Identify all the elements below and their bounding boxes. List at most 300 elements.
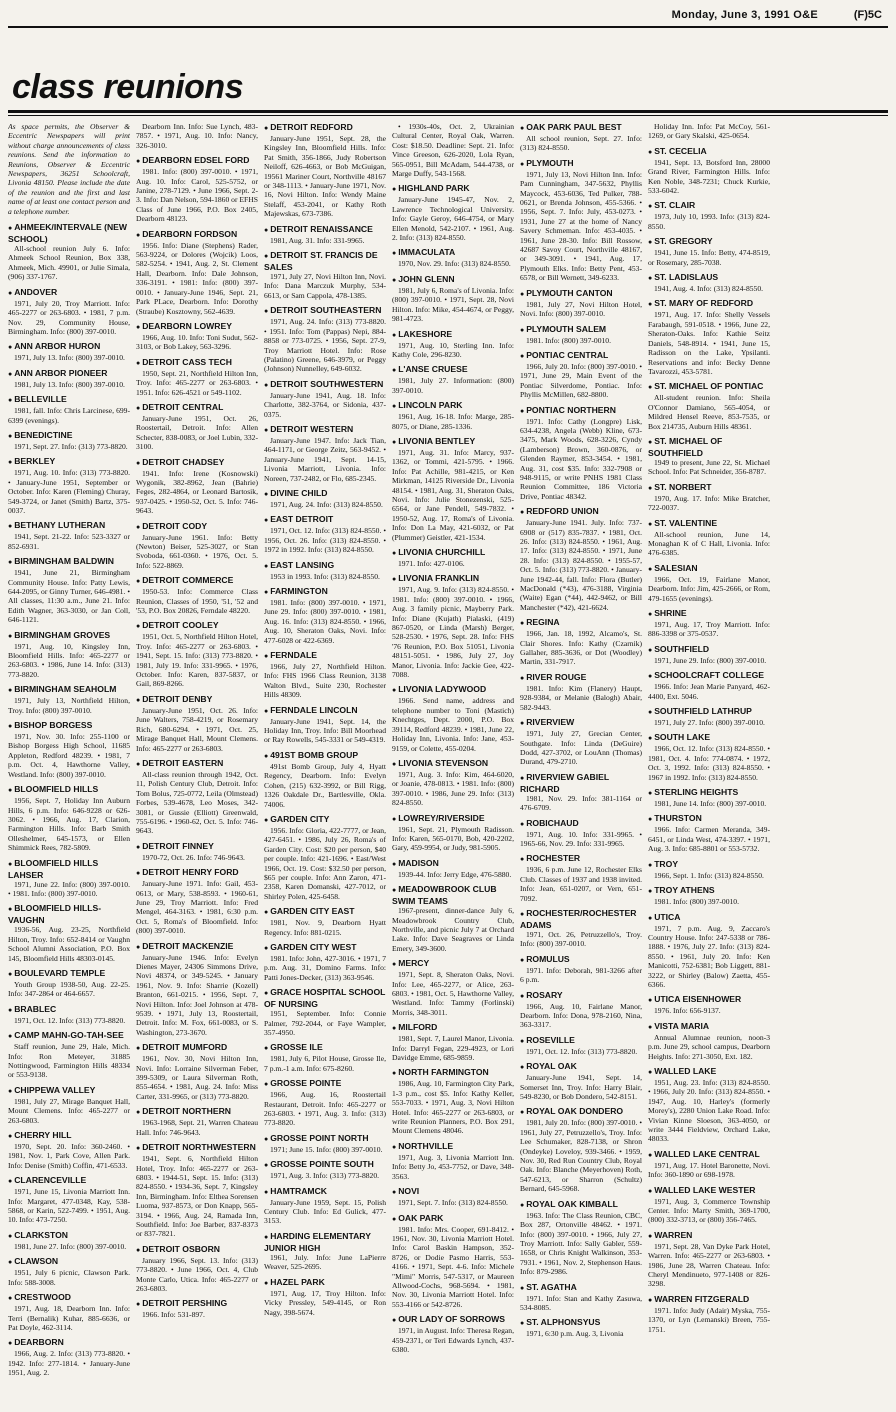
- school-name: ● BENEDICTINE: [8, 430, 130, 442]
- school-name: ● ANN ARBOR HURON: [8, 341, 130, 353]
- reunion-entry: [520, 1035, 642, 1056]
- school-name: ● DETROIT HENRY FORD: [136, 867, 258, 879]
- reunion-details: All school reunion, Sept. 27. Info: (313) 824-8550.: [520, 134, 642, 153]
- reunion-entry: [520, 772, 642, 813]
- school-name: ● ROYAL OAK KIMBALL: [520, 1199, 642, 1211]
- reunion-entry: [648, 236, 770, 267]
- reunion-entry: [136, 122, 258, 150]
- reunion-entry: [264, 1277, 386, 1317]
- school-name: ● PONTIAC NORTHERN: [520, 405, 642, 417]
- reunion-entry: [8, 858, 130, 899]
- reunion-entry: [520, 324, 642, 345]
- reunion-details: 1981, July 6, Roma's of Livonia. Info: (800) 397-0010. • 1971, Sept. 28, Novi Hilton. Info: Mike, 454-4674, or Peggy, 981-4723.: [392, 285, 514, 324]
- reunion-entry: [136, 758, 258, 836]
- school-name: ● RIVER ROUGE: [520, 672, 642, 684]
- school-name: ● FERNDALE LINCOLN: [264, 705, 386, 717]
- reunion-entry: [648, 381, 770, 431]
- school-name: ● ROCHESTER: [520, 853, 642, 865]
- school-name: ● ROBICHAUD: [520, 818, 642, 830]
- reunion-details: 1971. Info: Stan and Kathy Zasuwa, 534-8085.: [520, 1293, 642, 1312]
- reunion-details: January 1966, Sept. 13. Info: (313) 773-8820. • June 1966, Oct. 4, Club Monte Carlo, Utica. Info: 465-2277 or 263-6803.: [136, 1255, 258, 1293]
- reunion-entry: [648, 644, 770, 665]
- reunion-entry: [648, 1230, 770, 1289]
- school-name: ● MEADOWBROOK CLUB SWIM TEAMS: [392, 884, 514, 906]
- school-name: ● GROSSE ILE: [264, 1042, 386, 1054]
- school-name: ● ST. MARY OF REDFORD: [648, 298, 770, 310]
- reunion-details: 1981, Nov. 9, Dearborn Hyatt Regency. Info: 881-0215.: [264, 918, 386, 937]
- reunion-details: 1941. Info: Irene (Kosnowski) Wygonik, 382-8962, Jean (Bahrie) Feges, 282-4864, or Leonard Bartosik, 937-0425. • 1950-52, Oct. 5. Info: 746-9643.: [136, 468, 258, 516]
- school-name: ● DEARBORN LOWREY: [136, 321, 258, 333]
- reunion-details: 1971, June 29. Info: (800) 397-0010.: [654, 655, 767, 665]
- reunion-details: 1971, Aug. 24. Info: (313) 824-8550.: [270, 499, 383, 509]
- reunion-details: 1971, June 22. Info: (800) 397-0010. • 1981. Info: (800) 397-0010.: [8, 879, 130, 898]
- school-name: ● DETROIT NORTHERN: [136, 1106, 258, 1118]
- reunion-details: 1971; June 15. Info: (800) 397-0010.: [270, 1144, 383, 1154]
- school-name: ● DETROIT CASS TECH: [136, 357, 258, 369]
- school-name: ● DETROIT COOLEY: [136, 620, 258, 632]
- reunion-details: 1971. Info: 427-0106.: [398, 559, 465, 568]
- reunion-details: 1971, Aug. 3. Info: Kim, 464-6020, or Joanie, 478-0813. • 1981. Info: (800) 397-0010. • 1986, June 29. Info: (313) 824-8550.: [392, 769, 514, 808]
- column-entries: [8, 222, 130, 1377]
- reunion-entry: [648, 298, 770, 376]
- school-name: ● SHRINE: [648, 608, 770, 620]
- reunion-entry: [8, 1230, 130, 1251]
- reunion-entry: [648, 1021, 770, 1061]
- school-name: ● HARDING ELEMENTARY JUNIOR HIGH: [264, 1231, 386, 1253]
- school-name: ● DETROIT SOUTHEASTERN: [264, 305, 386, 317]
- reunion-details: 1939-44. Info: Jerry Edge, 476-5880.: [398, 869, 512, 879]
- reunion-entry: [520, 717, 642, 767]
- reunion-details: 1941, Sept. 13, Botsford Inn, 28000 Grand River, Farmington Hills. Info: Ken Noble, 348-7231; Chuck Kurkie, 533-6042.: [648, 157, 770, 196]
- reunion-details: 1981. Info: (800) 397-0010. • 1971, Aug. 10. Info: Carol, 525-5752, or Janine, 278-7129. • June 1966, Sept. 2-3. Info: Dan Nelson, 594-1860 or EFHS Class of June 1966, P.O. Box 2405, Dearborn 48123.: [136, 167, 258, 224]
- reunion-entry: [264, 1133, 386, 1154]
- reunion-details: 1981. Info: (800) 397-0010.: [654, 897, 739, 907]
- school-name: ● DEARBORN EDSEL FORD: [136, 155, 258, 167]
- reunion-entry: [8, 222, 130, 282]
- school-name: ● GROSSE POINTE: [264, 1078, 386, 1090]
- reunion-entry: [136, 867, 258, 935]
- reunion-details: 1966. Info: Jean Marie Panyard, 462-4400, Ext. 5046.: [648, 682, 770, 701]
- reunion-details: 1981, Nov. 29. Info: 381-1164 or 476-6709.: [520, 793, 642, 813]
- reunion-details: • 1930s-40s, Oct. 2, Ukrainian Cultural Center, Royal Oak, Warren. Cost: $18.50. Deadline: Sept. 21. Info: Vince Greeson, 626-2020, Lola Ryan, 565-0951, Bill McAdam, 544-4738, or Marge Duffy, 543-1568.: [392, 122, 514, 179]
- reunion-entry: [8, 1337, 130, 1377]
- reunion-entry: [136, 1142, 258, 1239]
- reunion-entry: [648, 122, 770, 141]
- reunion-details: 1941, Aug. 4. Info: (313) 824-8550.: [654, 284, 764, 294]
- column-3: [264, 122, 386, 1406]
- reunion-entry: [520, 954, 642, 985]
- reunion-entry: [264, 1186, 386, 1226]
- school-name: ● OAK PARK PAUL BEST: [520, 122, 642, 134]
- school-name: ● BIRMINGHAM SEAHOLM: [8, 684, 130, 696]
- school-name: ● GARDEN CITY: [264, 814, 386, 826]
- reunion-details: 1936-56, Aug. 23-25, Northfield Hilton, Troy. Info: 652-8414 or Vaughn School Alumni Association, P.O. Box 145, Bloomfield Hills 48303-0145.: [8, 925, 130, 963]
- school-name: ● HAZEL PARK: [264, 1277, 386, 1289]
- school-name: ● BIRMINGHAM BALDWIN: [8, 556, 130, 568]
- reunion-details: 1981, July 20. Info: (800) 397-0010. • 1961, July 27, Petruzzello's, Troy. Info: Lee Schumaker, 828-7138, or Shron (Ondeyke) Loveloy, 939-3466. • 1959, Nov. 30, Red Run Country Club, Royal Oak. Info: Blanche (Meyerhoven) Roth, 547-6213, or Sharron (Schultz) Bernard, 645-5968.: [520, 1118, 642, 1194]
- reunion-entry: [8, 630, 130, 680]
- reunion-details: 1981, June 14. Info: (800) 397-0010.: [654, 799, 767, 809]
- section-headline: class reunions: [12, 68, 244, 106]
- reunion-entry: [8, 520, 130, 551]
- reunion-details: 1966, July 20. Info: (800) 397-0010. • 1971, June 29, Main Event of the Pontiac Silverdome, Pontiac. Info: Phyllis McMillen, 682-8800.: [520, 361, 642, 400]
- reunion-details: 1971, in August. Info: Theresa Regan, 459-2371, or Teri Edwards Lynch, 437-6380.: [392, 1326, 514, 1354]
- reunion-entry: [264, 488, 386, 509]
- school-name: ● DEARBORN: [8, 1337, 130, 1349]
- reunion-details: 1971, Nov. 30. Info: 255-1100 or Bishop Borgess High School, 11685 Appleton, Redford 48239. • 1981, 7 p.m. Oct. 4, Hawthorne Valley, Westland. Info: (800) 397-0010.: [8, 732, 130, 779]
- reunion-entry: [648, 1185, 770, 1225]
- school-name: ● DETROIT DENBY: [136, 694, 258, 706]
- reunion-entry: [648, 787, 770, 808]
- reunion-details: 1970, Nov. 29. Info: (313) 824-8550.: [398, 259, 511, 269]
- school-name: ● ST. AGATHA: [520, 1282, 642, 1294]
- reunion-entry: [136, 694, 258, 753]
- school-name: ● DETROIT NORTHWESTERN: [136, 1142, 258, 1154]
- reunion-details: 1961, Aug. 16-18. Info: Marge, 285-8075, or Diane, 285-1336.: [392, 412, 514, 431]
- reunion-entry: [264, 906, 386, 937]
- school-name: ● OUR LADY OF SORROWS: [392, 1314, 514, 1326]
- reunion-details: 1971, Aug. 3, Commerce Township Center. Info: Marty Smith, 369-1700, (800) 332-3713, or (800) 356-7465.: [648, 1196, 770, 1225]
- reunion-entry: [264, 1078, 386, 1128]
- reunion-entry: [648, 994, 770, 1015]
- reunion-entry: [392, 247, 514, 268]
- school-name: ● NORTHVILLE: [392, 1141, 514, 1153]
- reunion-entry: [392, 884, 514, 953]
- school-name: ● DETROIT PERSHING: [136, 1298, 258, 1310]
- reunion-entry: [520, 1106, 642, 1193]
- school-name: ● ST. CLAIR: [648, 200, 770, 212]
- reunion-entry: [520, 1199, 642, 1277]
- reunion-entry: [136, 321, 258, 352]
- reunion-entry: [392, 1067, 514, 1135]
- reunion-entry: [8, 394, 130, 425]
- school-name: ● DIVINE CHILD: [264, 488, 386, 500]
- reunion-details: 1966, July 27, Northfield Hilton. Info: FHS 1966 Class Reunion, 3138 Walton Blvd., Suite 230, Rochester Hills 48309.: [264, 662, 386, 700]
- reunion-entry: [8, 430, 130, 451]
- school-name: ● DEARBORN FORDSON: [136, 229, 258, 241]
- reunion-details: 1971, Aug. 17, Troy Marriott. Info: 886-3398 or 375-0537.: [648, 620, 770, 639]
- reunion-entry: [392, 122, 514, 178]
- reunion-details: All-class reunion through 1942, Oct. 11, Polish Century Club, Detroit. Info: Tom Bolus, 725-0772, Leila (Olmstead) Forbes, 539-4678, Leo Moses, 342-3081, or Gussie (Elliott) Greenwald, 755-6196. • 1960-62, Oct. 5. Info: 746-9643.: [136, 769, 258, 836]
- reunion-entry: [392, 684, 514, 752]
- reunion-details: 1986, Aug. 10, Farmington City Park, 1-3 p.m., cost $5. Info: Kathy Keller, 553-7033. • 1971, Aug. 3, Novi Hilton Hotel. Info: 465-2277 or 263-6803, or write Reunion Planners, P.O. Box 291, Mount Clemens 48046.: [392, 1079, 514, 1136]
- reunion-details: 1981, July 6, Pilot House, Grosse Ile, 7 p.m.-1 a.m. Info: 675-8260.: [264, 1054, 386, 1073]
- reunion-details: 1971, Aug. 24. Info: (313) 773-8820. • 1951. Info: Tom (Pappas) Nepi, 884-8858 or 773-0725. • 1956, Sept. 27-9, Troy Marriott Hotel. Info: Rose (Palatino) Greene, 646-3979, or Peggy (Johnson) Nunnelley, 649-6032.: [264, 317, 386, 374]
- reunion-details: 1970, Sept. 20. Info: 360-2460. • 1981, Nov. 1, Park Cove, Allen Park. Info: Denise (Smith) Coffin, 471-6533.: [8, 1142, 130, 1170]
- reunion-entry: [520, 853, 642, 903]
- reunion-entry: [136, 1298, 258, 1319]
- column-4: [392, 122, 514, 1406]
- school-name: ● UTICA EISENHOWER: [648, 994, 770, 1006]
- school-name: ● IMMACULATA: [392, 247, 514, 259]
- reunion-details: 1961, Nov. 30, Novi Hilton Inn, Novi. Info: Lorraine Silverman Feber, 399-5309, or Laura Silverman Roth, 855-4654. • 1981, Aug. 24. Info: Miss Carter, 331-9965, or (313) 773-8820.: [136, 1054, 258, 1101]
- reunion-details: 1976. Info: 656-9137.: [654, 1006, 721, 1016]
- reunion-details: January-June 1941. July. Info: 737-6908 or (517) 835-7837. • 1981, Oct. 26. Info: (313) 824-8550. • 1961, Aug. 17. Info: (313) 824-8550. • 1971, June 28. Info: (313) 824-8550. • 1955-57, Oct. 5. Info: (313) 773-8820. • January-June 1942-44, fall. Info: Flora (Butler) MacDonald (*43), 476-3188, Virginia (Waite) Egan (*44), 442-9462, or Bill Manchester (*42), 421-6624.: [520, 518, 642, 612]
- reunion-details: 1956. Info: Diane (Stephens) Rader, 563-9224, or Dolores (Wojcik) Loos, 582-5254. • 1941, Aug. 2, St. Clement Hall, Dearborn. Info: Dale Johnson, 336-3191. • 1981: Info: (800) 397-0010. • January-June 1946, Sept. 21, Park PLace, Dearborn. Info: Dorothy (Straube) Kosztowny, 562-4639.: [136, 240, 258, 316]
- reunion-details: 1971, Oct. 12. Info: (313) 773-8820.: [14, 1015, 126, 1025]
- reunion-details: 491st Bomb Group, July 4, Hyatt Regency, Dearborn. Info: Evelyn Cohen, (215) 632-3992, or Bill Rigg, 1326 Oakdale Dr., Bartlesville, Okla. 74006.: [264, 761, 386, 809]
- reunion-entry: [648, 670, 770, 701]
- school-name: ● ROYAL OAK DONDERO: [520, 1106, 642, 1118]
- reunion-details: 1966. Info: Carmen Meranda, 349-6451, or Linda West, 474-3397. • 1971, Aug. 3. Info: 685-8801 or 553-5732.: [648, 825, 770, 854]
- school-name: ● EAST LANSING: [264, 560, 386, 572]
- reunion-details: 1971, Aug. 10. Info: 331-9965. • 1965-66, Nov. 29. Info: 331-9965.: [520, 829, 642, 848]
- reunion-entry: [392, 329, 514, 360]
- reunion-details: 1971, Aug. 10. Info: (313) 773-8820. • January-June 1951, September or October. Info: Karen (Fleming) Churay, 549-3724, or Janet (Smith) Bartz, 375-0037.: [8, 468, 130, 515]
- reunion-entry: [520, 1061, 642, 1101]
- reunion-details: 1971, Aug. 18, Dearborn Inn. Info: Terri (Bernalik) Kuhar, 885-6636, or Pat Doyle, 462-3114.: [8, 1304, 130, 1332]
- school-name: ● ROSARY: [520, 990, 642, 1002]
- column-entries: [520, 122, 642, 1339]
- school-name: ● WARREN: [648, 1230, 770, 1242]
- school-name: ● BISHOP BORGESS: [8, 720, 130, 732]
- school-name: ● GROSSE POINT NORTH: [264, 1133, 386, 1145]
- reunion-entry: [392, 573, 514, 679]
- school-name: ● ST. NORBERT: [648, 482, 770, 494]
- school-name: ● MADISON: [392, 858, 514, 870]
- reunion-entry: [520, 990, 642, 1030]
- reunion-details: 1966, Aug. 10, Fairlane Manor, Dearborn. Info: Dona, 978-2160, Nina, 363-3317.: [520, 1001, 642, 1030]
- school-name: ● CLAWSON: [8, 1256, 130, 1268]
- reunion-details: 1981. Info: John, 427-3016. • 1971, 7 p.m. Aug. 31, Domino Farms. Info: Patti Jones-Decker, (313) 363-9546.: [264, 953, 386, 982]
- reunion-details: 1981. Info: (800) 397-0010. • 1971, June 29. Info: (800) 397-0010. • 1981, Aug. 16. Info: (313) 824-8550. • 1966, Aug. 10, Sheraton Oaks, Novi. Info: 477-6028 or 422-6369.: [264, 598, 386, 645]
- school-name: ● BLOOMFIELD HILLS: [8, 784, 130, 796]
- reunion-entry: [648, 518, 770, 558]
- reunion-entry: [520, 908, 642, 949]
- reunion-details: All-school reunion July 6. Info: Ahmeek School Reunion, Box 338, Ahmeek, Mich. 49901, or Julie Simala, (906) 337-1767.: [8, 244, 130, 282]
- school-name: ● ROSEVILLE: [520, 1035, 642, 1047]
- reunion-entry: [392, 547, 514, 568]
- reunion-details: 1966, Aug. 2. Info: (313) 773-8820. • 1942. Info: 277-1814. • January-June 1951, Aug. 2.: [8, 1349, 130, 1378]
- school-name: ● WALLED LAKE WESTER: [648, 1185, 770, 1197]
- reunion-entry: [8, 341, 130, 362]
- school-name: ● DETROIT MACKENZIE: [136, 941, 258, 953]
- reunion-details: 1973, July 10, 1993. Info: (313) 824-8550.: [648, 212, 770, 231]
- reunion-details: 1961, Sept. 21, Plymouth Radisson. Info: Karen, 565-0170, Bob, 420-2202, Gary, 459-9954, or Judy, 981-5905.: [392, 824, 514, 853]
- reunion-details: 1971, Oct. 12. Info: (313) 773-8820.: [526, 1046, 638, 1056]
- reunion-details: 1949 to present, June 22, St. Michael School. Info: Pat Schneider, 356-8787.: [648, 457, 770, 477]
- headline-rule-thin: [8, 115, 888, 116]
- school-name: ● UTICA: [648, 912, 770, 924]
- reunion-details: 1971, July 27, Grecian Center, Southgate. Info: Linda (DeGuire) Dodd, 427-3702, or LouAnn (Thomas) Durand, 479-2710.: [520, 729, 642, 767]
- reunion-details: All-school reunion, June 14, Monaghan K of C Hall, Livonia. Info: 476-6385.: [648, 529, 770, 558]
- school-name: ● CHERRY HILL: [8, 1130, 130, 1142]
- school-name: ● STERLING HEIGHTS: [648, 787, 770, 799]
- reunion-details: January-June 1941, Sept. 14, the Holiday Inn, Troy. Info: Bill Moorhead or Ray Rowells, 545-3331 or 549-4319.: [264, 716, 386, 745]
- reunion-details: 1971, Aug. 3, Livonia Marriott Inn. Info: Betty Jo, 453-7752, or Dave, 348-3563.: [392, 1152, 514, 1181]
- school-name: ● BERKLEY: [8, 456, 130, 468]
- reunion-entry: [136, 1244, 258, 1294]
- school-name: ● LIVONIA STEVENSON: [392, 758, 514, 770]
- reunion-entry: [136, 575, 258, 615]
- reunion-entry: [264, 514, 386, 554]
- school-name: ● ROMULUS: [520, 954, 642, 966]
- reunion-entry: [520, 405, 642, 502]
- reunion-details: 1971, Sept. 7. Info: (313) 824-8550.: [398, 1198, 508, 1208]
- reunion-entry: [520, 1317, 642, 1338]
- reunion-entry: [8, 1004, 130, 1025]
- reunion-entry: [520, 158, 642, 283]
- reunion-entry: [8, 368, 130, 389]
- reunion-details: 1971, July 20, Troy Marriott. Info: 465-2277 or 263-6803. • 1981, 7 p.m. Nov. 29, Community House, Birmingham. Info: (800) 397-0010.: [8, 298, 130, 336]
- reunion-details: 1941, Sept. 21-22. Info: 523-3327 or 852-6931.: [8, 532, 130, 551]
- reunion-details: 1971, July 13. Info: (800) 397-0010.: [14, 353, 125, 363]
- reunion-details: 1971, Oct. 26, Petruzzello's, Troy. Info: (800) 397-0010.: [520, 929, 642, 949]
- school-name: ● SOUTH LAKE: [648, 732, 770, 744]
- reunion-details: 1981. Info: (800) 397-0010.: [526, 335, 611, 345]
- reunion-details: 1967-present, dinner-dance July 6, Meadowbrook Country Club, Northville, and picnic July 7 at Orchard Lake. Info: Dave Seagraves or Linda Emery, 349-3600.: [392, 906, 514, 953]
- school-name: ● DETROIT FINNEY: [136, 841, 258, 853]
- school-name: ● BLOOMFIELD HILLS-VAUGHN: [8, 903, 130, 925]
- school-name: ● OAK PARK: [392, 1213, 514, 1225]
- reunion-entry: [392, 364, 514, 395]
- reunion-entry: [136, 1106, 258, 1137]
- reunion-details: 1971, 7 p.m. Aug. 9, Zaccaro's Country House. Info: 247-5338 or 786-1888. • 1976, July 27. Info: (313) 824-8550. • 1961, July 20. Info: Ken Manicotti, 752-6381; Bob Liggett, 881-3222, or Shirley (Balow) Zaetta, 455-6366.: [648, 923, 770, 989]
- reunion-entry: [136, 357, 258, 397]
- reunion-entry: [264, 424, 386, 483]
- reunion-details: 1971, June 15, Livonia Marriott Inn. Info: Margaret, 477-0348, Kay, 538-5868, or Karin, 522-7499. • 1951, Aug. 10. Info: 473-7250.: [8, 1187, 130, 1225]
- reunion-details: 1970, Aug. 17. Info: Mike Bratcher, 722-0037.: [648, 493, 770, 513]
- reunion-details: 1971, Oct. 12. Info: (313) 824-8550. • 1956, Oct. 26. Info: (313) 824-8550. • 1972 in 1992. Info: (313) 824-8550.: [264, 526, 386, 555]
- reunion-entry: [136, 402, 258, 452]
- reunion-details: 1941, Sept. 6, Northfield Hilton Hotel, Troy. Info: 465-2277 or 263-6803. • 1944-51, Sept. 15. Info: (313) 824-8550. • 1934-36, Sept. 7, Kingsley Inn, Birmingham. Info: Elthea Sorensen Luoma, 937-8573, or Don Knapp, 565-3194. • 1966, Aug. 24, Ramada Inn, Southfield. Info: Joe Barber, 837-8373 or 837-7821.: [136, 1154, 258, 1239]
- reunion-entry: [8, 1256, 130, 1287]
- school-name: ● DETROIT WESTERN: [264, 424, 386, 436]
- reunion-details: 1971, Sept. 28, Van Dyke Park Hotel, Warren. Info: 465-2277 or 263-6803. • 1986, June 28, Warren Chateau. Info: Cheryl Mendinueto, 977-1408 or 826-3298.: [648, 1241, 770, 1289]
- reunion-details: 1981, July 27, Mirage Banquet Hall, Mount Clemens. Info: 465-2277 or 263-6803.: [8, 1096, 130, 1125]
- school-name: ● NORTH FARMINGTON: [392, 1067, 514, 1079]
- school-name: ● TROY ATHENS: [648, 885, 770, 897]
- school-name: ● SOUTHFIELD LATHRUP: [648, 706, 770, 718]
- reunion-details: 1971, Aug. 10, Sterling Inn. Info: Kathy Cole, 296-8230.: [392, 340, 514, 359]
- reunion-details: 1971, July 27, Novi Hilton Inn, Novi. Info: Dana Marczuk Murphy, 534-6613, or Sam Cappola, 478-1385.: [264, 272, 386, 300]
- reunion-entry: [264, 750, 386, 809]
- reunion-entry: [648, 482, 770, 513]
- school-name: ● DETROIT CHADSEY: [136, 457, 258, 469]
- school-name: ● ST. MICHAEL OF SOUTHFIELD: [648, 436, 770, 458]
- reunion-entry: [392, 436, 514, 542]
- school-name: ● ST. ALPHONSYUS: [520, 1317, 642, 1329]
- reunion-details: 1971, Sept. 8, Sheraton Oaks, Novi. Info: Lee, 465-2277, or Alice, 263-6803. • 1981, Oct. 5, Hawthorne Valley, Westland. Info: Tammy (Forlinski) Morris, 348-3011.: [392, 970, 514, 1017]
- reunion-details: January-June 1941, Sept. 14, Somerset Inn, Troy. Info: Harry Blair, 549-8230, or Bob Dondero, 542-8151.: [520, 1073, 642, 1102]
- reunion-details: 1963. Info: The Class Reunion, CBC, Box 287, Ortonville 48462. • 1971. Info: (800) 397-0010. • 1966, July 27, Troy Marriott. Info: Sally Gabler, 559-1658, or Chris Knight Walkinson, 353-7931. • 1961, Nov. 2, Stephenson Haus. Info: 879-2986.: [520, 1210, 642, 1277]
- school-name: ● CLARKSTON: [8, 1230, 130, 1242]
- school-name: ● LOWREY/RIVERSIDE: [392, 813, 514, 825]
- school-name: ● FERNDALE: [264, 650, 386, 662]
- reunion-entry: [648, 1294, 770, 1334]
- school-name: ● SALESIAN: [648, 563, 770, 575]
- school-name: ● LIVONIA FRANKLIN: [392, 573, 514, 585]
- school-name: ● ST. LADISLAUS: [648, 272, 770, 284]
- column-entries: [136, 122, 258, 1320]
- reunion-details: 1966, Oct. 19, Fairlane Manor, Dearborn. Info: Jim, 425-2666, or Rom, 479-1655 (evenings).: [648, 574, 770, 603]
- school-name: ● LIVONIA CHURCHILL: [392, 547, 514, 559]
- school-name: ● PLYMOUTH CANTON: [520, 288, 642, 300]
- reunion-details: Holiday Inn. Info: Pat McCoy, 561-1269, or Gary Skalski, 425-0654.: [648, 122, 770, 141]
- reunion-columns: [8, 122, 888, 1406]
- school-name: ● WARREN FITZGERALD: [648, 1294, 770, 1306]
- school-name: ● EAST DETROIT: [264, 514, 386, 526]
- reunion-entry: [264, 705, 386, 745]
- reunion-entry: [264, 305, 386, 373]
- school-name: ● GROSSE POINTE SOUTH: [264, 1159, 386, 1171]
- reunion-entry: [392, 1314, 514, 1354]
- reunion-entry: [520, 617, 642, 667]
- school-name: ● FARMINGTON: [264, 586, 386, 598]
- reunion-details: 1971, Aug. 9. Info: (313) 824-8550. • 1981. Info: (800) 397-0010. • 1966, Aug. 3 family picnic, Mayberry Park. Info: Diane (Kujath) Pialaski, (419) 867-0520, or Linda (Marsh) Berger, 528-2530. • 1976, Sept. 28. Info: FHS '76 Reunion, P.O. Box 51051, Livonia 48151-5051. • 1986, July 27, Joy Manor, Livonia. Info: Jackie Gee, 422-7088.: [392, 585, 514, 680]
- school-name: ● BLOOMFIELD HILLS LAHSER: [8, 858, 130, 880]
- school-name: ● REDFORD UNION: [520, 506, 642, 518]
- reunion-entry: [8, 1292, 130, 1332]
- reunion-details: 1971, Aug. 31. Info: Marcy, 937-1362, or Tommi, 421-5795. • 1966. Info: Pat Achille, 981-4215, or Ken Mirkman, 14125 Riverside Dr., Livonia 48154. • 1981, Aug. 31, Sheraton Oaks, Novi. Info: Julie Stonezenski, 525-6564, or Jane Pendell, 549-7832. • 1950-52, Aug. 17, Roma's of Livonia. Info: Don La May, 421-6032, or Pat (Plummer) Geistler, 421-1534.: [392, 447, 514, 542]
- reunion-details: 1966, Jan. 18, 1992, Alcamo's, St. Clair Shores. Info: Kathy (Czarnik) Gallaher, 885-3636, or Dot (Woodley) Martin, 331-7917.: [520, 629, 642, 667]
- reunion-entry: [392, 813, 514, 853]
- school-name: ● MILFORD: [392, 1022, 514, 1034]
- reunion-details: 1941, June 21, Birmingham Community House. Info: Patty Lewis, 644-2095, or Ginny Turner, 646-4981. • All classes, 11:30 a.m., June 21. Info: Edith Wagner, 363-3030, or Jan Coll, 646-1121.: [8, 568, 130, 625]
- reunion-entry: [648, 813, 770, 853]
- reunion-entry: [648, 200, 770, 231]
- reunion-entry: [8, 684, 130, 715]
- reunion-details: 1981, July 27. Information: (800) 397-0010.: [392, 376, 514, 395]
- school-name: ● SOUTHFIELD: [648, 644, 770, 656]
- reunion-details: 1966, Aug. 16, Roostertail Restaurant, Detroit. Info: 465-2277 or 263-6803. • 1971, Aug. 3. Info: (313) 773-8820.: [264, 1090, 386, 1128]
- school-name: ● ANDOVER: [8, 287, 130, 299]
- reunion-details: 1971, July 13, Northfield Hilton, Troy. Info: (800) 397-0010.: [8, 696, 130, 715]
- reunion-details: 1981. Info: Kim (Flanery) Haupt, 928-9384, or Melanie (Balogh) Abair, 582-9443.: [520, 683, 642, 712]
- school-name: ● ST. MICHAEL OF PONTIAC: [648, 381, 770, 393]
- school-name: ● ROCHESTER/ROCHESTER ADAMS: [520, 908, 642, 930]
- reunion-details: 1971, Aug. 17. Hotel Baronette, Novi. Info: 360-1890 or 698-1978.: [648, 1160, 770, 1180]
- reunion-entry: [648, 859, 770, 880]
- reunion-entry: [520, 122, 642, 153]
- reunion-details: Staff reunion, June 29, Hale, Mich. Info: Ron Meteyer, 31885 Nottingwood, Farmington Hills 48334 or 553-9138.: [8, 1042, 130, 1080]
- reunion-entry: [264, 1231, 386, 1272]
- reunion-details: 1966. Send name, address and telephone number to Toni (Mastich) Knechtges, Dept. 2000, P.O. Box 39114, Redford 48239. • 1981, June 22, Holiday Inn, Livonia. Info: Jane, 453-9159, or Colette, 455-0204.: [392, 696, 514, 753]
- school-name: ● DETROIT REDFORD: [264, 122, 386, 134]
- school-name: ● WALLED LAKE: [648, 1066, 770, 1078]
- reunion-details: January-June 1945-47, Nov. 2, Lawrence Technological University. Info: Gayle Geroy, 646-4754, or Mary Ellen Menold, 542-2107. • 1961, Aug. 2. Info: (313) 824-8550.: [392, 195, 514, 243]
- reunion-details: January-June 1947. Info: Jack Tian, 464-1171, or George Zeitz, 563-9452. • January-June 1941, Sept. 14-15, Livonia Marriott, Livonia. Info: Noreen, 737-2482, or Flo, 685-2345.: [264, 435, 386, 483]
- reunion-entry: [648, 1149, 770, 1180]
- school-name: ● DETROIT SOUTHWESTERN: [264, 379, 386, 391]
- reunion-entry: [520, 506, 642, 612]
- reunion-details: 1966, Aug. 10. Info: Toni Sudut, 562-3103, or Bob Lakey, 563-3296.: [136, 332, 258, 352]
- reunion-details: 1963-1968, Sept. 21, Warren Chateau Hall. Info: 746-9643.: [136, 1118, 258, 1137]
- reunion-entry: [648, 563, 770, 603]
- reunion-entry: [136, 457, 258, 516]
- reunion-details: 1981, June 27. Info: (800) 397-0010.: [14, 1241, 127, 1251]
- reunion-entry: [264, 122, 386, 219]
- reunion-details: 1971. Info: Judy (Adair) Myska, 755-1370, or Lyn (Lemanski) Breen, 755-1751.: [648, 1305, 770, 1334]
- reunion-entry: [264, 650, 386, 700]
- school-name: ● WALLED LAKE CENTRAL: [648, 1149, 770, 1161]
- column-entries: [392, 122, 514, 1354]
- reunion-details: 1981, July 27, Novi Hilton Hotel, Novi. Info: (800) 397-0010.: [520, 299, 642, 319]
- reunion-details: Youth Group 1938-50, Aug. 22-25. Info: 347-2864 or 464-6657.: [8, 979, 130, 999]
- column-1: [8, 122, 130, 1406]
- reunion-entry: [8, 287, 130, 337]
- reunion-details: 1981. Info: Mrs. Cooper, 691-8412. • 1961, Nov. 30, Livonia Marriott Hotel. Info: Carol Baskin Hampson, 352-8726, or Dodie Pasmo Harris, 553-4166. • 1971, Sept. 4-6. Info: Michele "Mimi" Morris, 547-5317, or Maureen Allwood-Cochs, 968-5694. • 1981, Nov. 30, Livonia Marriott Hotel. Info: 553-4166 or 542-8726.: [392, 1224, 514, 1309]
- reunion-entry: [264, 586, 386, 645]
- school-name: ● LIVONIA BENTLEY: [392, 436, 514, 448]
- reunion-details: 1936, 6 p.m. June 12, Rochester Elks Club. Classes of 1937 and 1938 invited. Info: Jean, 651-0207, or Vern, 651-7092.: [520, 865, 642, 903]
- reunion-details: 1961, July. Info: June LaPierre Weaver, 525-2695.: [264, 1252, 386, 1272]
- school-name: ● LINCOLN PARK: [392, 400, 514, 412]
- school-name: ● DETROIT CENTRAL: [136, 402, 258, 414]
- reunion-details: 1971. Info: Deborah, 981-3266 after 6 p.m.: [520, 965, 642, 985]
- school-name: ● LAKESHORE: [392, 329, 514, 341]
- reunion-details: 1971, Sept. 27. Info: (313) 773-8820.: [14, 441, 128, 451]
